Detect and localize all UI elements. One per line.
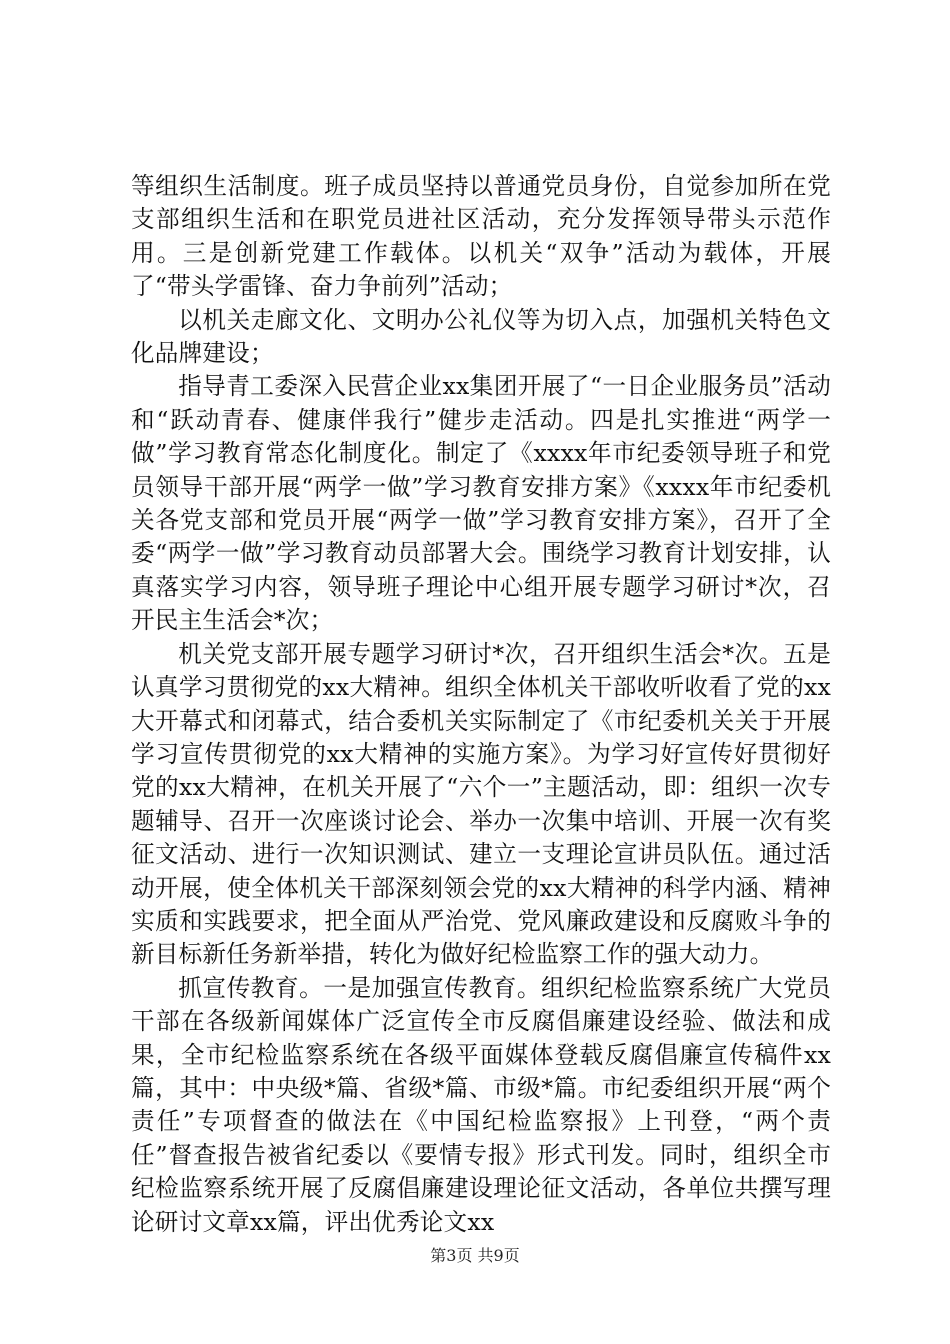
paragraph: 抓宣传教育。一是加强宣传教育。组织纪检监察系统广大党员干部在各级新闻媒体广泛宣传全市反腐倡廉建设经验、做法和成果，全市纪检监察系统在各级平面媒体登载反腐倡廉宣传稿件xx篇，其中：中央级*篇、省级*篇、市级*篇。市纪委组织开展“两个责任”专项督查的做法在《中国纪检监察报》上刊登，“两个责任”督查报告被省纪委以《要情专报》形式刊发。同时，组织全市纪检监察系统开展了反腐倡廉建设理论征文活动，各单位共撰写理论研讨文章xx篇，评出优秀论文xx	[131, 973, 831, 1236]
page-number-footer: 第3页 共9页	[430, 1246, 520, 1265]
paragraph: 等组织生活制度。班子成员坚持以普通党员身份，自觉参加所在党支部组织生活和在职党员进社区活动，充分发挥领导带头示范作用。三是创新党建工作载体。以机关“双争”活动为载体，开展了“带头学雷锋、奋力争前列”活动；	[131, 172, 831, 301]
paragraph: 指导青工委深入民营企业xx集团开展了“一日企业服务员”活动和“跃动青春、健康伴我行”健步走活动。四是扎实推进“两学一做”学习教育常态化制度化。制定了《xxxx年市纪委领导班子和党员领导干部开展“两学一做”学习教育安排方案》《xxxx年市纪委机关各党支部和党员开展“两学一做”学习教育安排方案》，召开了全委“两学一做”学习教育动员部署大会。围绕学习教育计划安排，认真落实学习内容，领导班子理论中心组开展专题学习研讨*次，召开民主生活会*次；	[131, 372, 831, 635]
document-body	[131, 170, 831, 1239]
paragraph: 以机关走廊文化、文明办公礼仪等为切入点，加强机关特色文化品牌建设；	[131, 305, 831, 368]
paragraph: 机关党支部开展专题学习研讨*次，召开组织生活会*次。五是认真学习贯彻党的xx大精神。组织全体机关干部收听收看了党的xx大开幕式和闭幕式，结合委机关实际制定了《市纪委机关关于开展学习宣传贯彻党的xx大精神的实施方案》。为学习好宣传好贯彻好党的xx大精神，在机关开展了“六个一”主题活动，即：组织一次专题辅导、召开一次座谈讨论会、举办一次集中培训、开展一次有奖征文活动、进行一次知识测试、建立一支理论宣讲员队伍。通过活动开展，使全体机关干部深刻领会党的xx大精神的科学内涵、精神实质和实践要求，把全面从严治党、党风廉政建设和反腐败斗争的新目标新任务新举措，转化为做好纪检监察工作的强大动力。	[131, 639, 831, 969]
